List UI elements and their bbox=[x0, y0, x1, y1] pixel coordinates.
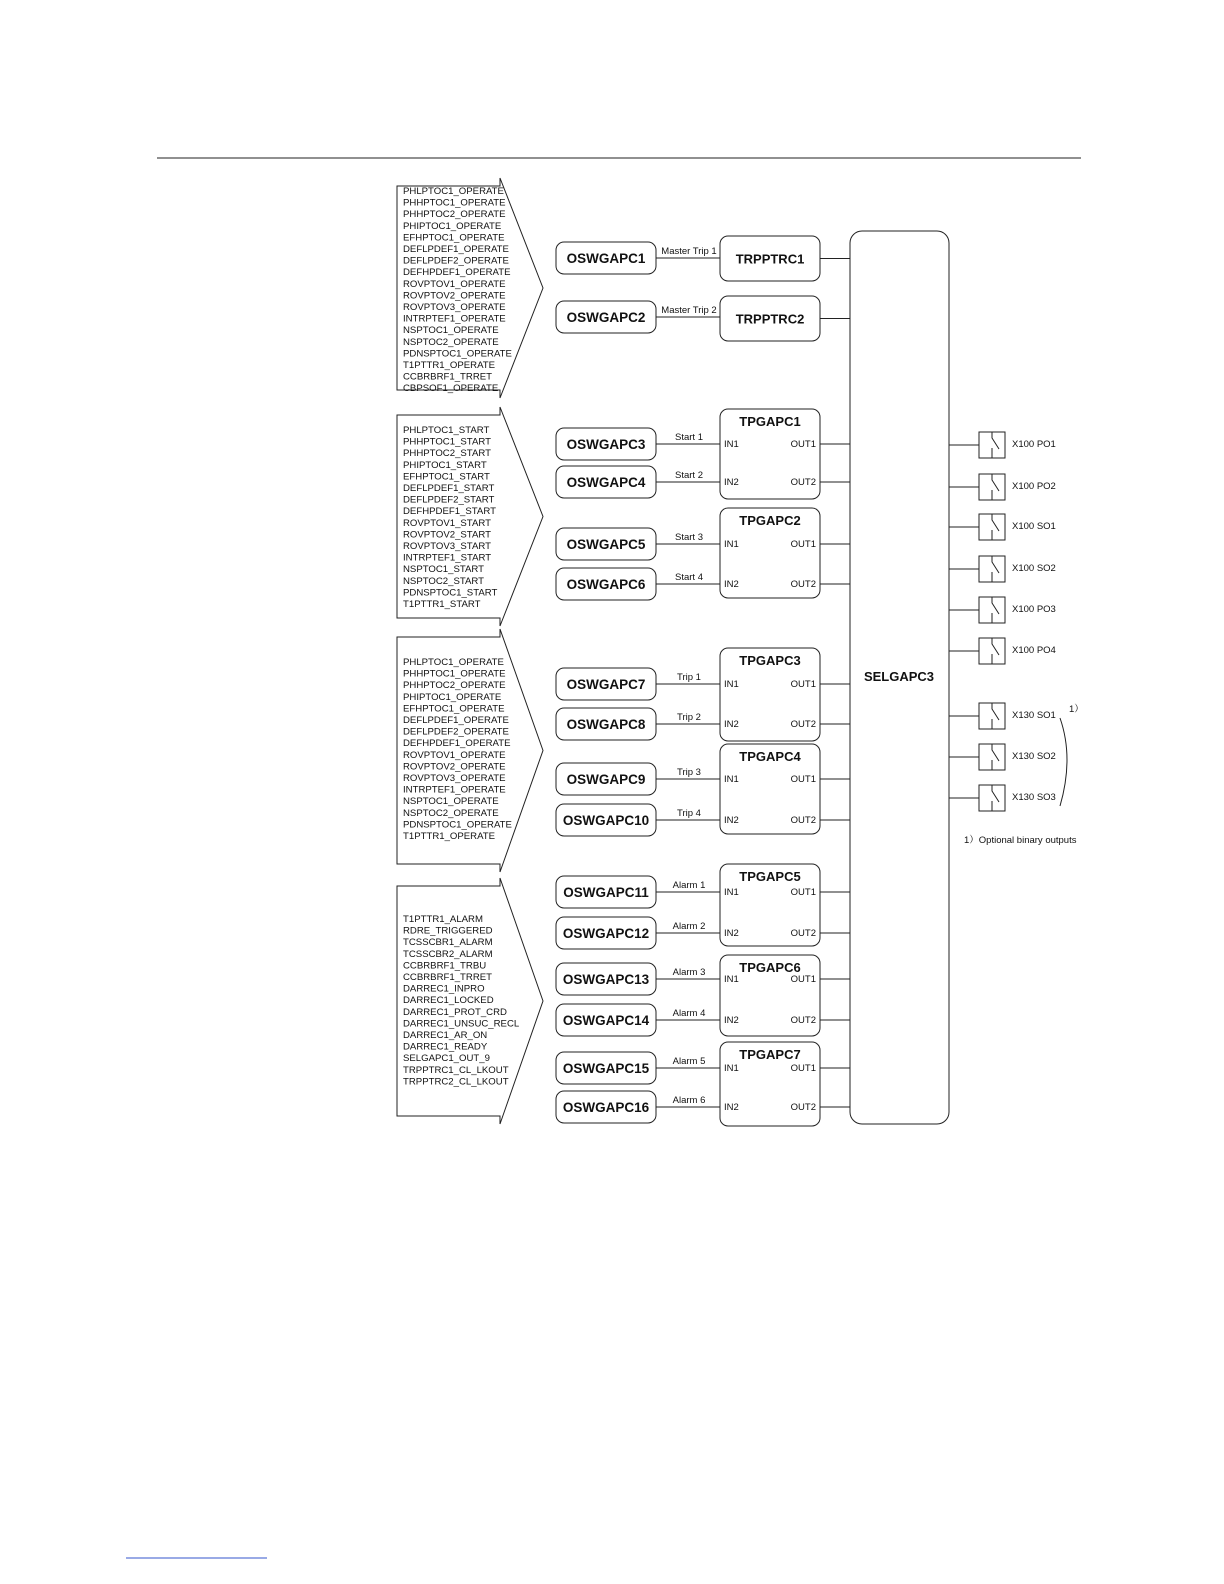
output-label: X100 SO1 bbox=[1012, 521, 1056, 532]
signal-name: PHLPTOC1_OPERATE bbox=[403, 186, 504, 197]
signal-name: ROVPTOV3_OPERATE bbox=[403, 773, 506, 784]
oswgapc-label: OSWGAPC1 bbox=[566, 251, 646, 266]
signal-name: INTRPTEF1_OPERATE bbox=[403, 313, 506, 325]
signal-name: SELGAPC1_OUT_9 bbox=[403, 1053, 490, 1065]
binary-output bbox=[949, 597, 1056, 623]
oswgapc-block bbox=[556, 1004, 656, 1036]
port-in1: IN1 bbox=[724, 774, 739, 785]
oswgapc-block bbox=[556, 763, 656, 795]
tpgapc-label: TPGAPC5 bbox=[739, 869, 801, 884]
port-out2: OUT2 bbox=[790, 1015, 816, 1026]
oswgapc-label: OSWGAPC9 bbox=[566, 772, 646, 787]
signal-name: DEFLPDEF2_OPERATE bbox=[403, 726, 509, 738]
signal-group-3 bbox=[397, 629, 543, 872]
link-label: Alarm 2 bbox=[672, 921, 706, 932]
signal-name: ROVPTOV2_OPERATE bbox=[403, 761, 506, 773]
optional-outputs-brace bbox=[1060, 718, 1067, 806]
port-in2: IN2 bbox=[724, 579, 739, 590]
trpptrc-label: TRPPTRC1 bbox=[735, 251, 805, 267]
signal-name: TRPPTRC1_CL_LKOUT bbox=[403, 1064, 509, 1076]
signal-name: DEFHPDEF1_START bbox=[403, 506, 496, 518]
binary-output bbox=[949, 744, 1056, 770]
output-label: X100 PO4 bbox=[1012, 645, 1056, 656]
output-label: X130 SO2 bbox=[1012, 751, 1056, 762]
signal-group-4 bbox=[397, 878, 543, 1124]
port-out2: OUT2 bbox=[790, 477, 816, 488]
link-label: Start 2 bbox=[675, 470, 703, 481]
port-in1: IN1 bbox=[724, 439, 739, 450]
port-out2: OUT2 bbox=[790, 579, 816, 590]
oswgapc-label: OSWGAPC6 bbox=[566, 577, 646, 592]
signal-name: PDNSPTOC1_OPERATE bbox=[403, 348, 512, 360]
oswgapc-block bbox=[556, 963, 656, 995]
port-out1: OUT1 bbox=[790, 774, 816, 785]
signal-name: CCBRBRF1_TRRET bbox=[403, 972, 493, 983]
signal-name: DEFLPDEF2_OPERATE bbox=[403, 255, 509, 267]
signal-name: DEFLPDEF1_START bbox=[403, 483, 495, 494]
tpgapc-label: TPGAPC1 bbox=[739, 414, 801, 429]
port-out1: OUT1 bbox=[790, 1063, 816, 1074]
tpgapc-block bbox=[720, 409, 820, 499]
trpptrc-label: TRPPTRC2 bbox=[735, 311, 805, 327]
signal-name: TCSSCBR1_ALARM bbox=[403, 937, 493, 949]
signal-name: PHHPTOC2_START bbox=[403, 448, 491, 460]
signal-name: PHHPTOC1_OPERATE bbox=[403, 668, 506, 680]
signal-name: DARREC1_READY bbox=[403, 1041, 488, 1053]
signal-name: PHLPTOC1_OPERATE bbox=[403, 657, 504, 668]
output-label: X130 SO1 bbox=[1012, 710, 1056, 721]
link-label: Master Trip 1 bbox=[661, 246, 717, 257]
tpgapc-block bbox=[720, 864, 820, 946]
link-label: Alarm 4 bbox=[672, 1008, 706, 1019]
link-label: Start 1 bbox=[675, 432, 703, 443]
port-out1: OUT1 bbox=[790, 439, 816, 450]
port-in1: IN1 bbox=[724, 887, 739, 898]
link-label: Trip 2 bbox=[677, 712, 701, 723]
oswgapc-block bbox=[556, 428, 656, 460]
port-out2: OUT2 bbox=[790, 928, 816, 939]
port-in1: IN1 bbox=[724, 539, 739, 550]
oswgapc-block bbox=[556, 1052, 656, 1084]
tpgapc-block bbox=[720, 1042, 820, 1126]
port-out1: OUT1 bbox=[790, 887, 816, 898]
oswgapc-block bbox=[556, 528, 656, 560]
signal-name: T1PTTR1_OPERATE bbox=[403, 831, 496, 842]
port-in2: IN2 bbox=[724, 719, 739, 730]
signal-name: ROVPTOV3_START bbox=[403, 541, 491, 552]
link-label: Alarm 5 bbox=[672, 1056, 706, 1067]
oswgapc-label: OSWGAPC13 bbox=[562, 972, 650, 987]
signal-name: CCBRBRF1_TRRET bbox=[403, 371, 493, 383]
oswgapc-block bbox=[556, 568, 656, 600]
signal-name: DARREC1_AR_ON bbox=[403, 1030, 488, 1041]
signal-name: EFHPTOC1_OPERATE bbox=[403, 232, 505, 244]
signal-name: ROVPTOV2_OPERATE bbox=[403, 290, 506, 302]
signal-name: DARREC1_PROT_CRD bbox=[403, 1006, 507, 1018]
link-label: Alarm 1 bbox=[672, 880, 706, 891]
signal-name: DEFLPDEF1_OPERATE bbox=[403, 244, 509, 255]
signal-name: PHHPTOC1_START bbox=[403, 436, 491, 448]
signal-name: T1PTTR1_ALARM bbox=[403, 914, 483, 925]
link-label: Master Trip 2 bbox=[661, 305, 717, 316]
port-in2: IN2 bbox=[724, 1102, 739, 1113]
signal-name: EFHPTOC1_OPERATE bbox=[403, 703, 505, 715]
tpgapc-block bbox=[720, 744, 820, 834]
signal-name: ROVPTOV1_OPERATE bbox=[403, 278, 506, 290]
oswgapc-block bbox=[556, 668, 656, 700]
signal-name: RDRE_TRIGGERED bbox=[403, 925, 493, 937]
oswgapc-label: OSWGAPC4 bbox=[566, 475, 646, 490]
link-label: Trip 4 bbox=[677, 808, 701, 819]
signal-name: DEFLPDEF2_START bbox=[403, 494, 495, 506]
tpgapc-label: TPGAPC6 bbox=[739, 960, 801, 975]
oswgapc-label: OSWGAPC11 bbox=[563, 885, 649, 900]
binary-output bbox=[949, 474, 1056, 500]
signal-name: T1PTTR1_START bbox=[403, 599, 481, 610]
signal-group-2 bbox=[397, 407, 543, 626]
signal-name: ROVPTOV1_OPERATE bbox=[403, 749, 506, 761]
output-label: X130 SO3 bbox=[1012, 792, 1056, 803]
binary-output bbox=[949, 556, 1056, 582]
signal-name: PHLPTOC1_START bbox=[403, 425, 490, 436]
oswgapc-block bbox=[556, 804, 656, 836]
signal-name: DEFHPDEF1_OPERATE bbox=[403, 738, 511, 750]
signal-name: T1PTTR1_OPERATE bbox=[403, 360, 496, 371]
binary-outputs bbox=[949, 432, 1056, 811]
tpgapc-block bbox=[720, 648, 820, 741]
signal-name: PHIPTOC1_OPERATE bbox=[403, 691, 502, 703]
trpptrc-block bbox=[720, 296, 820, 341]
oswgapc-block bbox=[556, 708, 656, 740]
oswgapc-label: OSWGAPC16 bbox=[562, 1100, 650, 1115]
binary-output bbox=[949, 514, 1056, 540]
optional-outputs-mark: 1） bbox=[1069, 704, 1084, 715]
binary-output bbox=[949, 703, 1056, 729]
link-label: Alarm 3 bbox=[672, 967, 706, 978]
signal-name: PDNSPTOC1_START bbox=[403, 587, 498, 599]
port-in1: IN1 bbox=[724, 974, 739, 985]
link-label: Start 3 bbox=[675, 532, 703, 543]
port-out2: OUT2 bbox=[790, 1102, 816, 1113]
signal-name: PHHPTOC1_OPERATE bbox=[403, 197, 506, 209]
signal-name: PHIPTOC1_OPERATE bbox=[403, 220, 502, 232]
tpgapc-block bbox=[720, 508, 820, 598]
port-out2: OUT2 bbox=[790, 719, 816, 730]
signal-name: NSPTOC1_START bbox=[403, 564, 485, 576]
port-out1: OUT1 bbox=[790, 974, 816, 985]
signal-name: PDNSPTOC1_OPERATE bbox=[403, 819, 512, 831]
port-out1: OUT1 bbox=[790, 679, 816, 690]
output-label: X100 SO2 bbox=[1012, 563, 1056, 574]
signal-name: ROVPTOV1_START bbox=[403, 517, 491, 529]
signal-name: NSPTOC2_OPERATE bbox=[403, 807, 499, 819]
link-label: Start 4 bbox=[675, 572, 703, 583]
oswgapc-block bbox=[556, 876, 656, 908]
signal-name: DARREC1_INPRO bbox=[403, 983, 485, 995]
link-label: Trip 3 bbox=[677, 767, 701, 778]
port-in2: IN2 bbox=[724, 477, 739, 488]
port-out1: OUT1 bbox=[790, 539, 816, 550]
signal-name: INTRPTEF1_OPERATE bbox=[403, 784, 506, 796]
output-label: X100 PO2 bbox=[1012, 481, 1056, 492]
port-in2: IN2 bbox=[724, 928, 739, 939]
oswgapc-label: OSWGAPC3 bbox=[566, 437, 646, 452]
link-label: Alarm 6 bbox=[672, 1095, 706, 1106]
signal-name: ROVPTOV2_START bbox=[403, 529, 491, 541]
trpptrc-block bbox=[720, 236, 820, 281]
port-in1: IN1 bbox=[724, 1063, 739, 1074]
oswgapc-label: OSWGAPC2 bbox=[566, 310, 646, 325]
oswgapc-blocks bbox=[556, 242, 656, 1123]
oswgapc-label: OSWGAPC14 bbox=[562, 1013, 650, 1028]
oswgapc-label: OSWGAPC7 bbox=[566, 677, 646, 692]
port-in1: IN1 bbox=[724, 679, 739, 690]
port-in2: IN2 bbox=[724, 815, 739, 826]
tpgapc-block bbox=[720, 955, 820, 1036]
signal-name: NSPTOC1_OPERATE bbox=[403, 325, 499, 337]
signal-name: PHHPTOC2_OPERATE bbox=[403, 209, 506, 221]
output-label: X100 PO3 bbox=[1012, 604, 1056, 615]
signal-name: ROVPTOV3_OPERATE bbox=[403, 302, 506, 313]
signal-name: CBPSOF1_OPERATE bbox=[403, 383, 499, 395]
signal-groups bbox=[397, 178, 543, 1124]
oswgapc-label: OSWGAPC5 bbox=[566, 537, 646, 552]
binary-output bbox=[949, 432, 1056, 458]
tpgapc-label: TPGAPC7 bbox=[739, 1047, 801, 1062]
link-label: Trip 1 bbox=[677, 672, 701, 683]
signal-name: NSPTOC2_START bbox=[403, 575, 485, 587]
tpgapc-label: TPGAPC4 bbox=[739, 749, 801, 764]
oswgapc-block bbox=[556, 917, 656, 949]
oswgapc-block bbox=[556, 1091, 656, 1123]
oswgapc-label: OSWGAPC15 bbox=[562, 1061, 650, 1076]
oswgapc-label: OSWGAPC10 bbox=[562, 813, 650, 828]
optional-outputs-footnote: 1）Optional binary outputs bbox=[964, 835, 1077, 846]
function-blocks bbox=[720, 236, 820, 1126]
signal-name: EFHPTOC1_START bbox=[403, 471, 490, 483]
output-label: X100 PO1 bbox=[1012, 439, 1056, 450]
tpgapc-label: TPGAPC3 bbox=[739, 653, 801, 668]
signal-name: NSPTOC2_OPERATE bbox=[403, 336, 499, 348]
signal-name: DEFLPDEF1_OPERATE bbox=[403, 715, 509, 726]
oswgapc-label: OSWGAPC12 bbox=[562, 926, 650, 941]
selgapc3-label: SELGAPC3 bbox=[863, 669, 935, 684]
binary-output bbox=[949, 785, 1056, 811]
port-out2: OUT2 bbox=[790, 815, 816, 826]
oswgapc-block bbox=[556, 301, 656, 333]
signal-name: TRPPTRC2_CL_LKOUT bbox=[403, 1076, 509, 1088]
signal-name: PHHPTOC2_OPERATE bbox=[403, 680, 506, 692]
signal-name: CCBRBRF1_TRBU bbox=[403, 960, 487, 972]
signal-name: DARREC1_LOCKED bbox=[403, 995, 494, 1007]
oswgapc-label: OSWGAPC8 bbox=[566, 717, 646, 732]
tpgapc-label: TPGAPC2 bbox=[739, 513, 801, 528]
oswgapc-block bbox=[556, 466, 656, 498]
binary-output bbox=[949, 638, 1056, 664]
signal-name: DEFHPDEF1_OPERATE bbox=[403, 267, 511, 279]
signal-name: DARREC1_UNSUC_RECL bbox=[403, 1018, 520, 1030]
port-in2: IN2 bbox=[724, 1015, 739, 1026]
signal-name: TCSSCBR2_ALARM bbox=[403, 948, 493, 960]
signal-name: NSPTOC1_OPERATE bbox=[403, 796, 499, 808]
signal-name: INTRPTEF1_START bbox=[403, 552, 492, 564]
signal-group-1 bbox=[397, 178, 543, 398]
signal-name: PHIPTOC1_START bbox=[403, 459, 487, 471]
oswgapc-block bbox=[556, 242, 656, 274]
